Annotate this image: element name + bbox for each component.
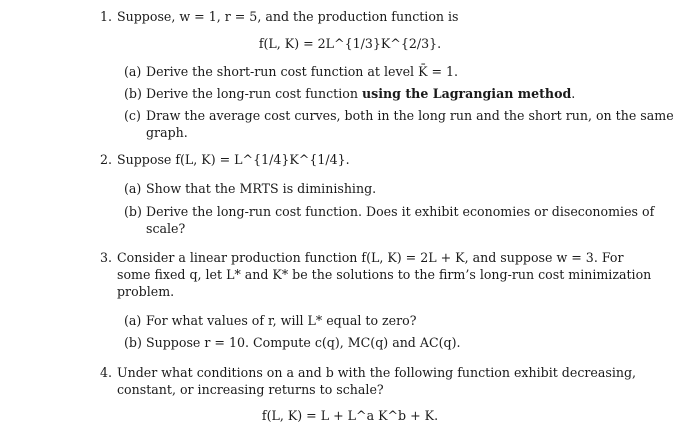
problem-1b-period: . bbox=[571, 86, 576, 101]
problem-1a-text: Derive the short-run cost function at level K̄ = 1. bbox=[146, 64, 459, 79]
problem-3b-text: Suppose r = 10. Compute c(q), MC(q) and AC(q). bbox=[146, 335, 461, 350]
problem-1b-bold-method: using the Lagrangian method bbox=[361, 86, 572, 101]
problem-1b-text bbox=[146, 85, 575, 102]
problem-1b-label: (b) bbox=[124, 86, 142, 101]
problem-1c-text-line-2: graph. bbox=[146, 125, 188, 140]
problem-2-text: Suppose f(L, K) = L^{1/4}K^{1/4}. bbox=[117, 152, 350, 167]
problem-3-text-line-1: Consider a linear production function f(L, K) = 2L + K, and suppose w = 3. For bbox=[117, 250, 624, 265]
problem-1a-label: (a) bbox=[124, 64, 142, 79]
problem-3a-text: For what values of r, will L* equal to zero? bbox=[146, 313, 417, 328]
problem-4-equation: f(L, K) = L + L^a K^b + K. bbox=[261, 408, 439, 423]
problem-1b-text-start: Derive the long-run cost function bbox=[146, 86, 362, 101]
problem-2a-label: (a) bbox=[124, 181, 142, 196]
problem-3-number: 3. bbox=[99, 250, 112, 265]
problem-4-text-line-1: Under what conditions on a and b with the following function exhibit decreasing, bbox=[117, 365, 637, 380]
problem-4-number: 4. bbox=[99, 365, 112, 380]
problem-3b-label: (b) bbox=[124, 335, 142, 350]
problem-1c-text-line-1: Draw the average cost curves, both in the long run and the short run, on the same bbox=[146, 108, 674, 123]
problem-2a-text: Show that the MRTS is diminishing. bbox=[146, 181, 377, 196]
problem-1-text: Suppose, w = 1, r = 5, and the production function is bbox=[117, 9, 459, 24]
problem-2b-label: (b) bbox=[124, 204, 142, 219]
problem-3-text-line-2: some fixed q, let L* and K* be the solutions to the firm’s long-run cost minimization bbox=[117, 267, 652, 282]
problem-2b-text-line-2: scale? bbox=[146, 221, 186, 236]
problem-3-text-line-3: problem. bbox=[117, 284, 175, 299]
problem-2b-text-line-1: Derive the long-run cost function. Does it exhibit economies or diseconomies of bbox=[146, 204, 655, 219]
problem-4-text-line-2: constant, or increasing returns to schale? bbox=[117, 382, 384, 397]
problem-1c-label: (c) bbox=[124, 108, 141, 123]
problem-1-number: 1. bbox=[99, 9, 112, 24]
problem-3a-label: (a) bbox=[124, 313, 142, 328]
problem-2-number: 2. bbox=[99, 152, 112, 167]
problem-1-equation: f(L, K) = 2L^{1/3}K^{2/3}. bbox=[258, 36, 442, 51]
